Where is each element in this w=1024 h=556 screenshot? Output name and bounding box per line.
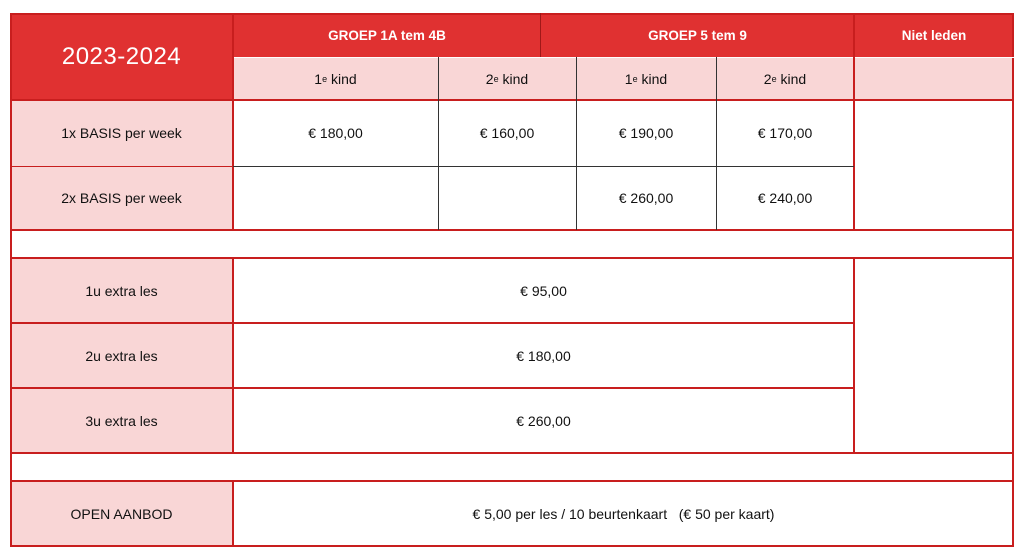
- border-extra2-bottom: [10, 387, 854, 389]
- border-extra3-bottom: [10, 452, 1014, 454]
- border-gap1-bottom: [10, 257, 1014, 259]
- group-a-child2-header: 2 e kind: [438, 57, 576, 100]
- border-price-col3: [716, 57, 717, 230]
- price-basis1-b2: € 170,00: [716, 100, 854, 166]
- price-extra1: € 95,00: [233, 258, 854, 323]
- price-basis1-a1: € 180,00: [233, 100, 438, 166]
- price-extra3: € 260,00: [233, 388, 854, 453]
- group-b-child1-header: 1 e kind: [576, 57, 716, 100]
- season-year: 2023-2024: [10, 13, 233, 100]
- price-basis2-a2: [438, 166, 576, 230]
- row-label-basis1: 1x BASIS per week: [10, 100, 233, 166]
- price-basis1-a2: € 160,00: [438, 100, 576, 166]
- non-members-header: Niet leden: [854, 13, 1014, 57]
- group-a-child1-header: 1 e kind: [233, 57, 438, 100]
- border-label-col: [232, 13, 234, 231]
- row-label-open: OPEN AANBOD: [10, 481, 233, 547]
- border-price-col1: [438, 57, 439, 230]
- border-header-bottom: [10, 99, 1014, 101]
- border-basis-mid: [10, 166, 233, 167]
- row-label-extra3: 3u extra les: [10, 388, 233, 453]
- group-a-header: GROEP 1A tem 4B: [233, 13, 541, 57]
- row-label-extra2: 2u extra les: [10, 323, 233, 388]
- price-table: [10, 13, 1014, 547]
- border-group-divider: [540, 13, 541, 57]
- price-basis1-b1: € 190,00: [576, 100, 716, 166]
- border-nonmember-col: [853, 13, 855, 231]
- border-price-col2: [576, 57, 577, 230]
- group-b-header: GROEP 5 tem 9: [541, 13, 854, 57]
- border-outer-right: [1012, 13, 1014, 547]
- price-basis2-b1: € 260,00: [576, 166, 716, 230]
- price-basis2-a1: [233, 166, 438, 230]
- border-outer-left: [10, 13, 12, 547]
- price-basis2-b2: € 240,00: [716, 166, 854, 230]
- price-extra2: € 180,00: [233, 323, 854, 388]
- border-label-col-2: [232, 257, 234, 454]
- row-label-extra1: 1u extra les: [10, 258, 233, 323]
- border-header-divider: [233, 57, 1014, 58]
- border-nonmember-col-2: [853, 257, 855, 454]
- border-label-col-3: [232, 480, 234, 547]
- border-extra1-bottom: [10, 322, 854, 324]
- border-basis-bottom: [10, 229, 1014, 231]
- border-outer-bottom: [10, 545, 1014, 547]
- price-open: € 5,00 per les / 10 beurtenkaart (€ 50 per kaart): [233, 481, 1014, 547]
- border-gap2-bottom: [10, 480, 1014, 482]
- non-members-subheader: [854, 57, 1014, 100]
- border-outer-top: [10, 13, 1014, 15]
- group-b-child2-header: 2 e kind: [716, 57, 854, 100]
- row-label-basis2: 2x BASIS per week: [10, 166, 233, 230]
- border-price-rowmid: [233, 166, 854, 167]
